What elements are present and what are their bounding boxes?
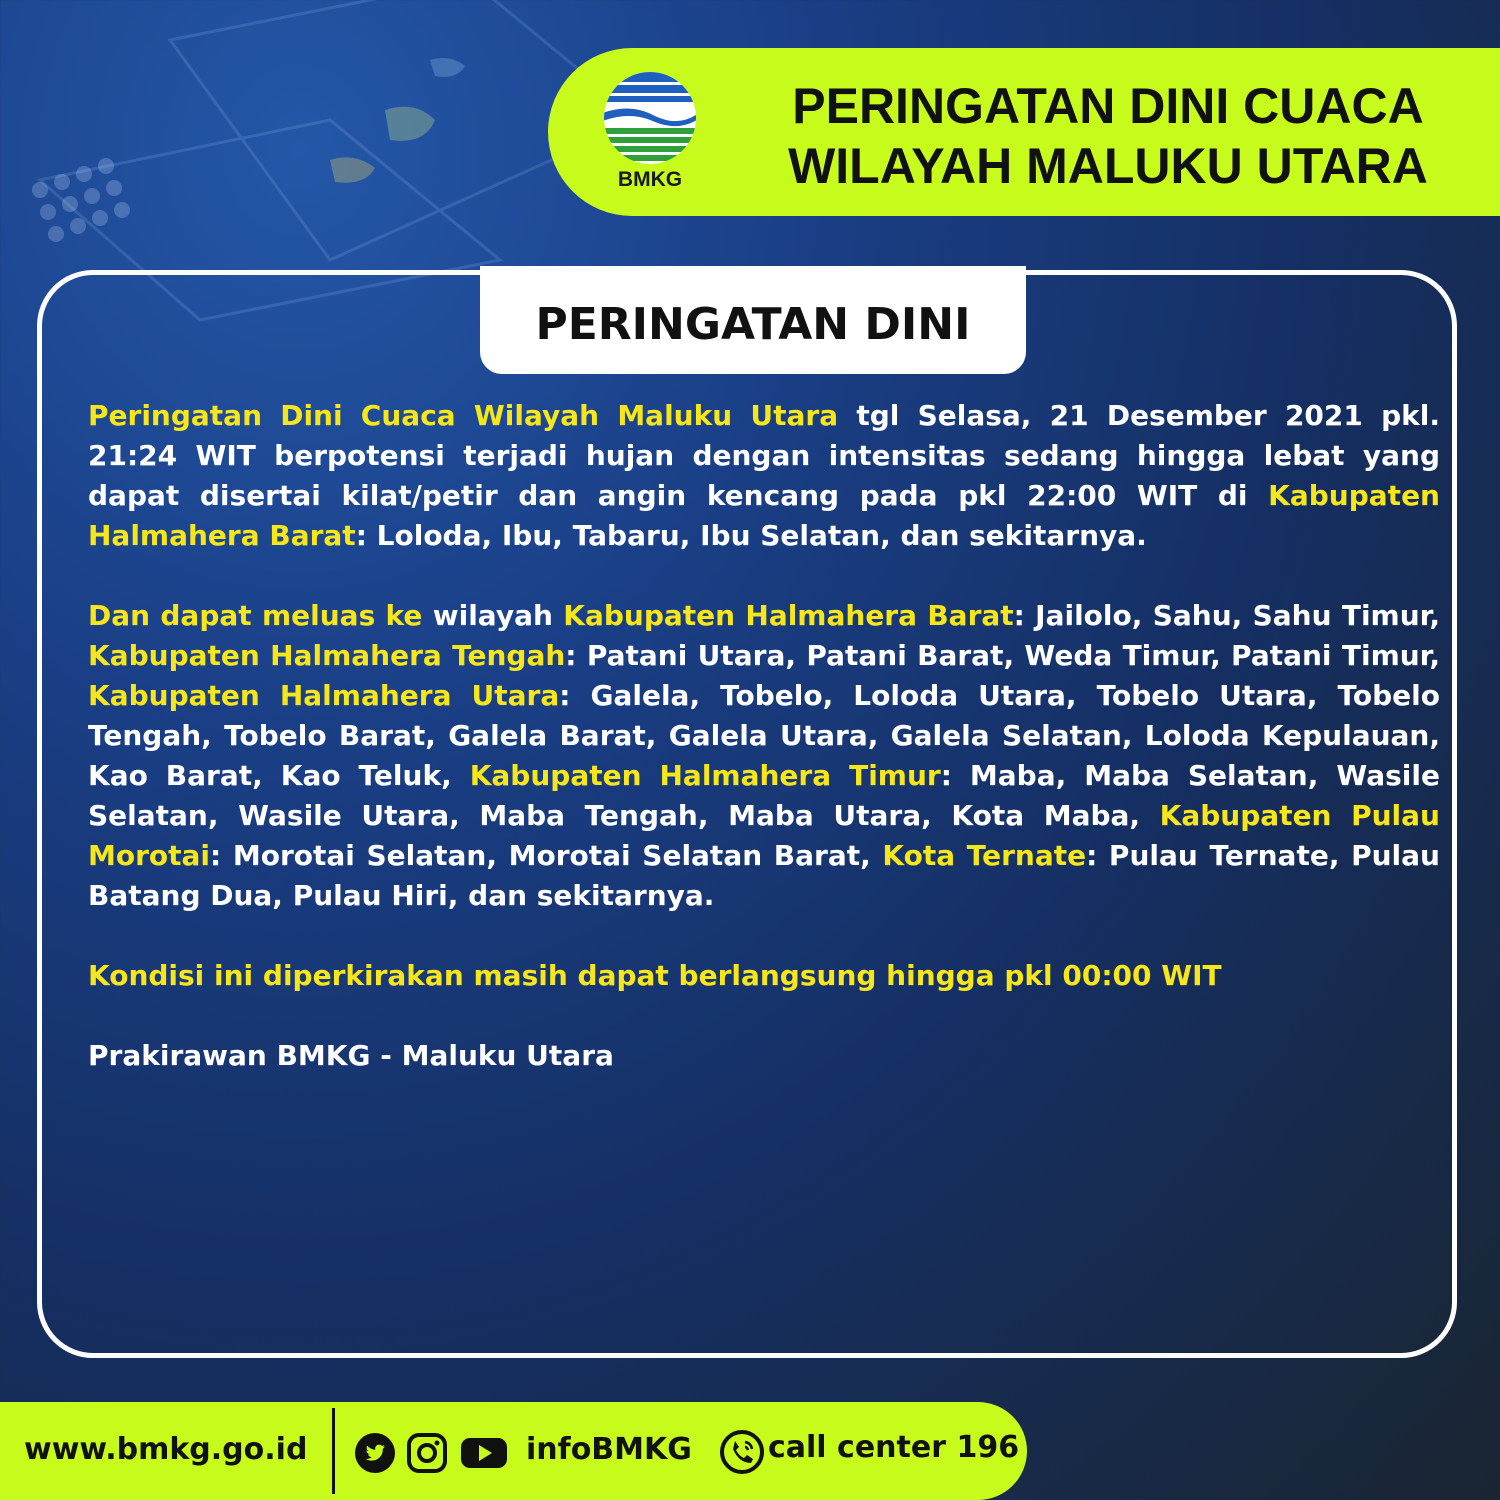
youtube-icon[interactable]	[460, 1432, 508, 1474]
card-title: PERINGATAN DINI	[535, 298, 971, 350]
p2-lead: Dan dapat meluas ke	[88, 599, 423, 632]
phone-icon[interactable]	[720, 1430, 764, 1474]
footer-bar	[0, 1402, 1027, 1500]
p2-text: wilayah	[422, 599, 564, 632]
footer-divider	[332, 1408, 335, 1494]
website-link[interactable]: www.bmkg.go.id	[24, 1432, 308, 1467]
p1-areas: : Loloda, Ibu, Tabaru, Ibu Selatan, dan sekitarnya.	[355, 519, 1147, 552]
p2-areas-morotai: : Morotai Selatan, Morotai Selatan Barat,	[210, 839, 883, 872]
header-title-line2: WILAYAH MALUKU UTARA	[788, 138, 1428, 194]
p2-areas-halbar: : Jailolo, Sahu, Sahu Timur,	[1013, 599, 1440, 632]
p2-region-haltim: Kabupaten Halmahera Timur	[469, 759, 941, 792]
call-center-text[interactable]: call center 196	[768, 1430, 1020, 1465]
paragraph-2	[88, 596, 1440, 916]
social-handle[interactable]: infoBMKG	[526, 1432, 692, 1467]
p2-region-ternate: Kota Ternate	[882, 839, 1087, 872]
paragraph-4: Prakirawan BMKG - Maluku Utara	[88, 1039, 614, 1072]
bmkg-logo-icon	[600, 70, 700, 170]
card-title-tab	[480, 266, 1026, 374]
p2-areas-halteng: : Patani Utara, Patani Barat, Weda Timur, Patani Timur,	[565, 639, 1441, 672]
twitter-icon[interactable]	[354, 1432, 396, 1474]
header-title-line1: PERINGATAN DINI CUACA	[792, 78, 1424, 134]
header-title	[778, 76, 1438, 196]
p2-areas-haltim: : Maba, Maba Selatan, Wasile Selatan, Wasile Utara, Maba Tengah, Maba Utara, Kota Maba,	[88, 759, 1440, 832]
paragraph-3: Kondisi ini diperkirakan masih dapat berlangsung hingga pkl 00:00 WIT	[88, 959, 1222, 992]
p1-region: Kabupaten Halmahera Barat	[88, 479, 1440, 552]
p1-highlight-title: Peringatan Dini Cuaca Wilayah Maluku Utara	[88, 399, 839, 432]
bmkg-logo	[600, 70, 700, 194]
p2-region-halbar: Kabupaten Halmahera Barat	[563, 599, 1014, 632]
warning-content	[88, 396, 1440, 1116]
p2-areas-halut: : Galela, Tobelo, Loloda Utara, Tobelo Utara, Tobelo Tengah, Tobelo Barat, Galela Barat, Galela Utara, Galela Selatan, Loloda Kepulauan, Kao Barat, Kao Teluk,	[88, 679, 1440, 792]
p2-region-morotai: Kabupaten Pulau Morotai	[88, 799, 1440, 872]
p2-region-halteng: Kabupaten Halmahera Tengah	[88, 639, 566, 672]
header-banner	[548, 48, 1500, 216]
logo-text: BMKG	[617, 168, 683, 191]
p2-region-halut: Kabupaten Halmahera Utara	[88, 679, 560, 712]
p2-areas-ternate: : Pulau Ternate, Pulau Batang Dua, Pulau Hiri, dan sekitarnya.	[88, 839, 1440, 912]
paragraph-1	[88, 396, 1440, 556]
instagram-icon[interactable]	[406, 1432, 448, 1474]
p1-text: tgl Selasa, 21 Desember 2021 pkl. 21:24 WIT berpotensi terjadi hujan dengan intensitas sedang hingga lebat yang dapat disertai kilat/petir dan angin kencang pada pkl 22:00 WIT di	[88, 399, 1440, 512]
